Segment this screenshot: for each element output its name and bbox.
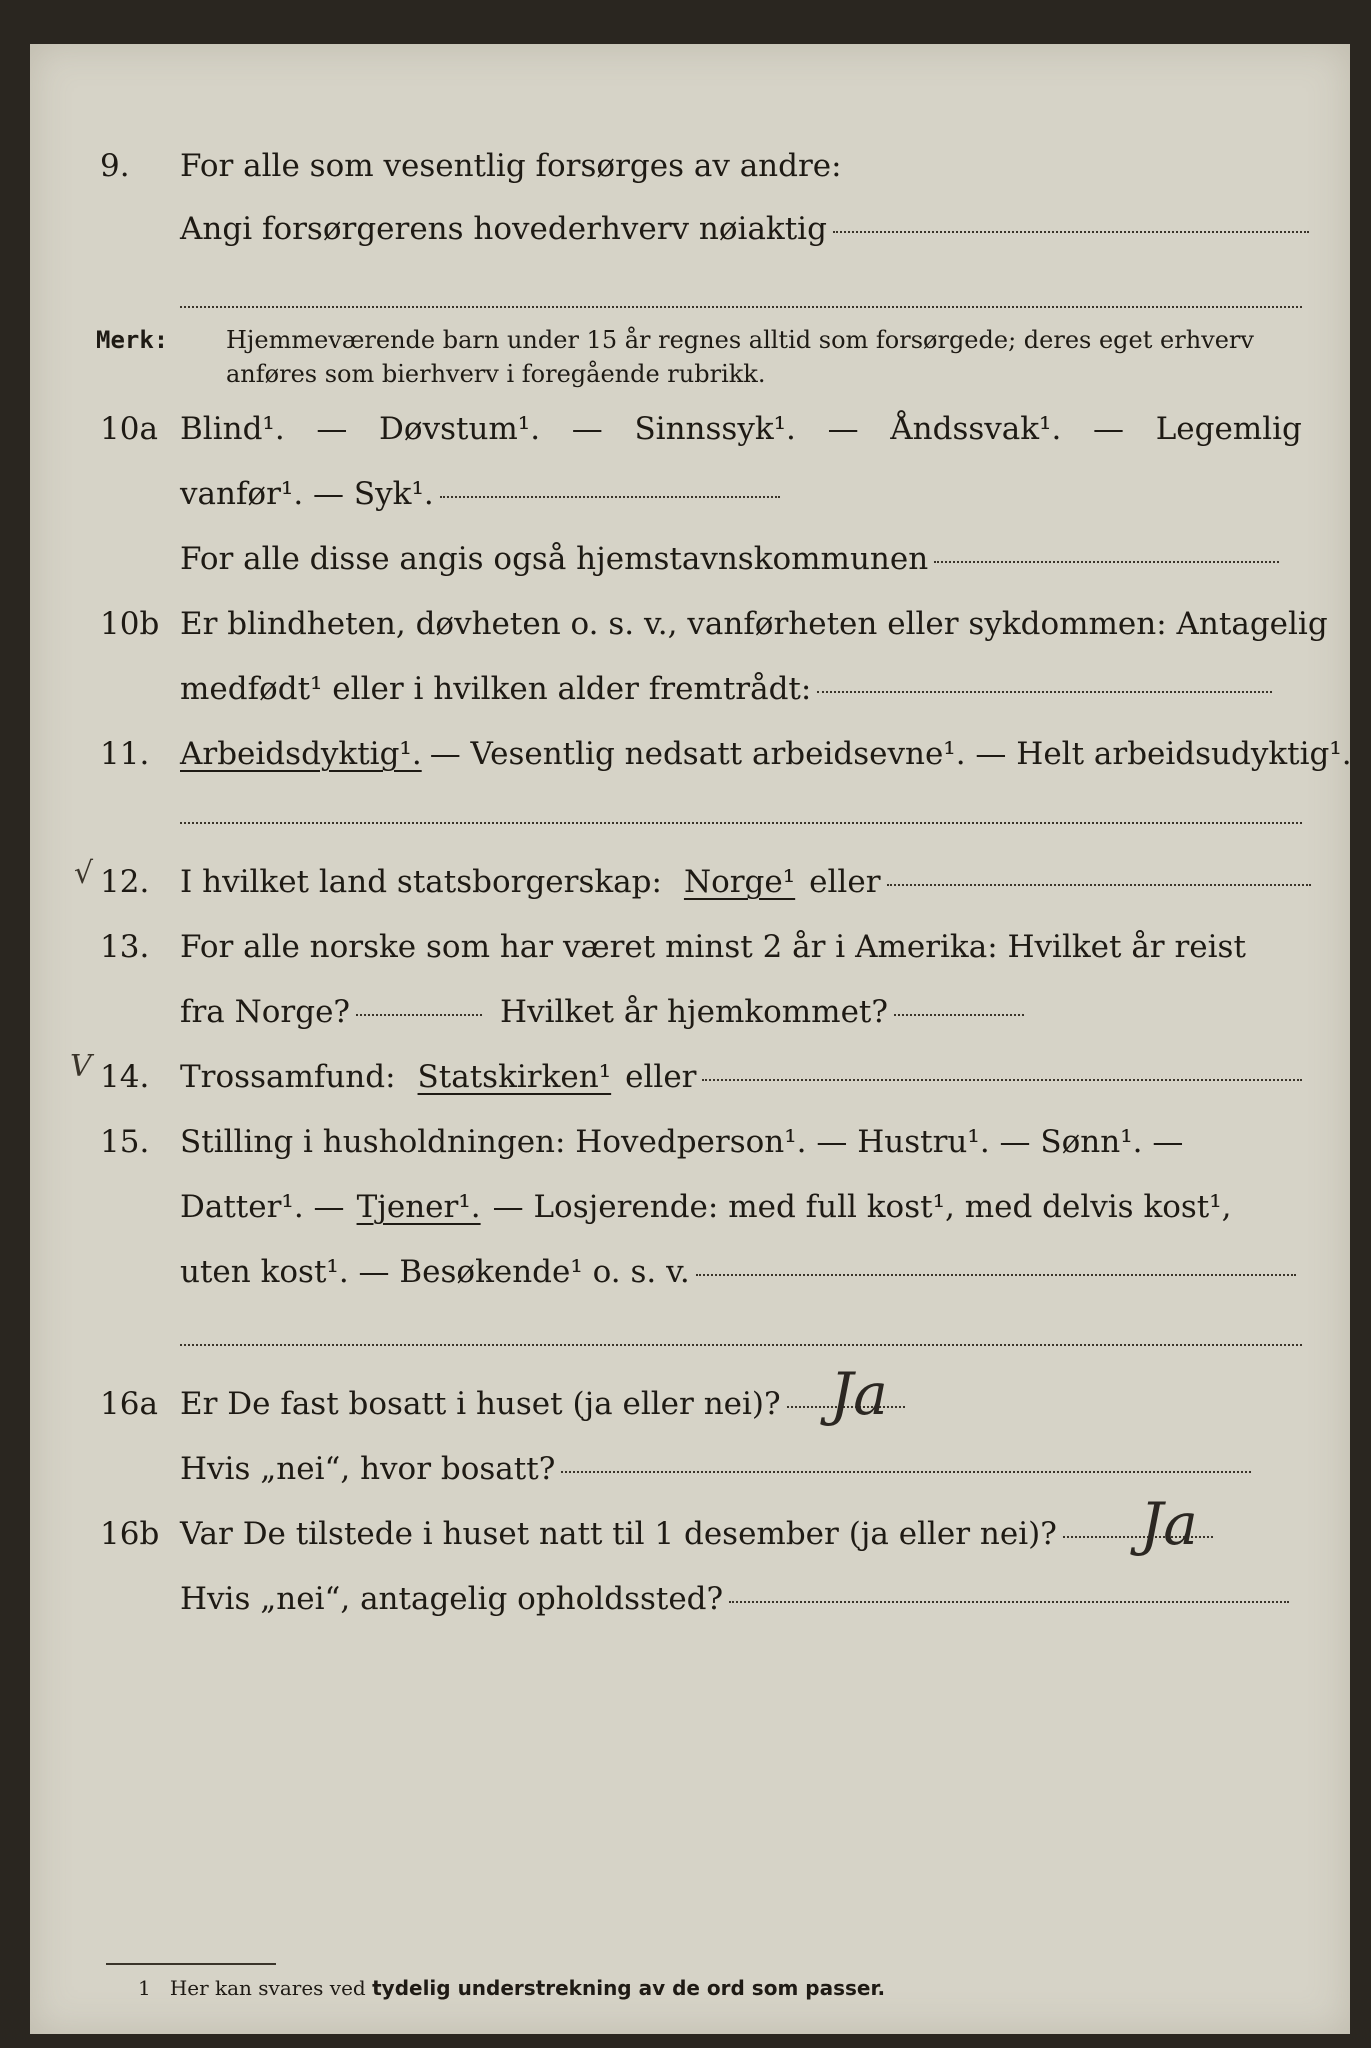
q10a-line3-text: For alle disse angis også hjemstavnskommunen (180, 541, 929, 577)
q14-eller: eller (625, 1059, 697, 1095)
handwritten-answer-16a: Ja (830, 1360, 888, 1428)
footnote (138, 1976, 885, 2000)
q9-answer-line[interactable] (833, 231, 1309, 233)
q13-reist: fra Norge? (180, 994, 351, 1030)
q13-hjemkommet: Hvilket år hjemkommet? (500, 994, 889, 1030)
q9-text: For alle som vesentlig forsørges av andre: (180, 148, 842, 184)
q16a-number: 16a (100, 1386, 158, 1422)
footnote-rule (106, 1963, 276, 1965)
q11-rest: — Vesentlig nedsatt arbeidsevne¹. — Helt arbeidsudyktig¹. (429, 736, 1352, 772)
q14-number: 14. (100, 1059, 150, 1095)
q12-answer-line[interactable] (887, 884, 1311, 886)
opt-blind: Blind¹. (180, 411, 285, 447)
footnote-bold: tydelig understrekning av de ord som passer. (372, 1976, 886, 2000)
hjemstavn-answer-line[interactable] (934, 561, 1279, 563)
q15-text: Stilling i husholdningen: Hovedperson¹. — Hustru¹. — Sønn¹. — (180, 1124, 1184, 1160)
handwritten-answer-16b: Ja (1140, 1490, 1198, 1558)
q13-text: For alle norske som har været minst 2 år i Amerika: Hvilket år reist (180, 929, 1246, 965)
q15-losjerende: — Losjerende: med full kost¹, med delvis kost¹, (492, 1189, 1232, 1225)
q16b-number: 16b (100, 1516, 160, 1552)
q15-line3-text: uten kost¹. — Besøkende¹ o. s. v. (180, 1254, 690, 1290)
check-mark: V (70, 1049, 92, 1084)
q10b-line2-text: medfødt¹ eller i hvilken alder fremtrådt: (180, 671, 812, 707)
q13-hjemkommet-answer[interactable] (894, 1014, 1024, 1016)
dash: — (1093, 411, 1125, 447)
opt-legemlig: Legemlig (1155, 411, 1302, 447)
q9-number: 9. (100, 148, 130, 184)
q9-answer-line-2[interactable] (180, 306, 1302, 308)
q10a-options (180, 409, 1302, 449)
q14-prompt: Trossamfund: (180, 1059, 396, 1095)
q12-number: 12. (100, 864, 150, 900)
q15-datter: Datter¹. — (180, 1189, 345, 1225)
dash: — (316, 411, 348, 447)
q13-reist-answer[interactable] (356, 1014, 482, 1016)
q15-answer-line-2[interactable] (180, 1344, 1302, 1346)
q16b-opholdssted: Hvis „nei“, antagelig opholdssted? (180, 1581, 724, 1617)
q16a-bosatt-answer[interactable] (561, 1471, 1251, 1473)
q16b-prompt: Var De tilstede i huset natt til 1 desember (ja eller nei)? (180, 1516, 1057, 1552)
q13-number: 13. (100, 929, 150, 965)
opt-dovstum: Døvstum¹. (379, 411, 541, 447)
q15-opt-tjener[interactable]: Tjener¹. (356, 1189, 481, 1225)
census-form-page (30, 44, 1350, 2034)
footnote-plain: Her kan svares ved (169, 1976, 366, 2000)
opt-sinnssyk: Sinnssyk¹. (634, 411, 796, 447)
q11-answer-line[interactable] (180, 822, 1302, 824)
merk-line1: Hjemmeværende barn under 15 år regnes alltid som forsørgede; deres eget erhverv (226, 326, 1254, 354)
q14-opt-statskirken[interactable]: Statskirken¹ (417, 1059, 612, 1095)
q16a-prompt: Er De fast bosatt i huset (ja eller nei)? (180, 1386, 781, 1422)
q12-eller: eller (809, 864, 881, 900)
dash: — (827, 411, 859, 447)
q14-answer-line[interactable] (702, 1079, 1302, 1081)
q11-number: 11. (100, 736, 150, 772)
q12-prompt: I hvilket land statsborgerskap: (180, 864, 662, 900)
opt-andssvak: Åndssvak¹. (890, 411, 1062, 447)
merk-line2: anføres som bierhverv i foregående rubrikk. (226, 360, 766, 388)
q10b-text: Er blindheten, døvheten o. s. v., vanførheten eller sykdommen: Antagelig (180, 606, 1328, 642)
q10a-answer-line[interactable] (440, 496, 780, 498)
dash: — (571, 411, 603, 447)
q15-number: 15. (100, 1124, 150, 1160)
q9-prompt: Angi forsørgerens hovederhverv nøiaktig (180, 211, 827, 247)
q10a-line2-text: vanfør¹. — Syk¹. (180, 476, 434, 512)
q10b-number: 10b (100, 606, 160, 642)
q11-opt-arbeidsdyktig[interactable]: Arbeidsdyktig¹. (180, 736, 422, 772)
q16b-opholdssted-answer[interactable] (729, 1601, 1289, 1603)
merk-label: Merk: (96, 326, 169, 354)
q10a-number: 10a (100, 411, 158, 447)
footnote-mark: 1 (138, 1976, 151, 2000)
q10b-answer-line[interactable] (817, 691, 1272, 693)
q15-answer-line[interactable] (696, 1274, 1296, 1276)
q12-opt-norge[interactable]: Norge¹ (683, 864, 796, 900)
q16a-bosatt: Hvis „nei“, hvor bosatt? (180, 1451, 556, 1487)
check-mark: √ (74, 856, 94, 891)
